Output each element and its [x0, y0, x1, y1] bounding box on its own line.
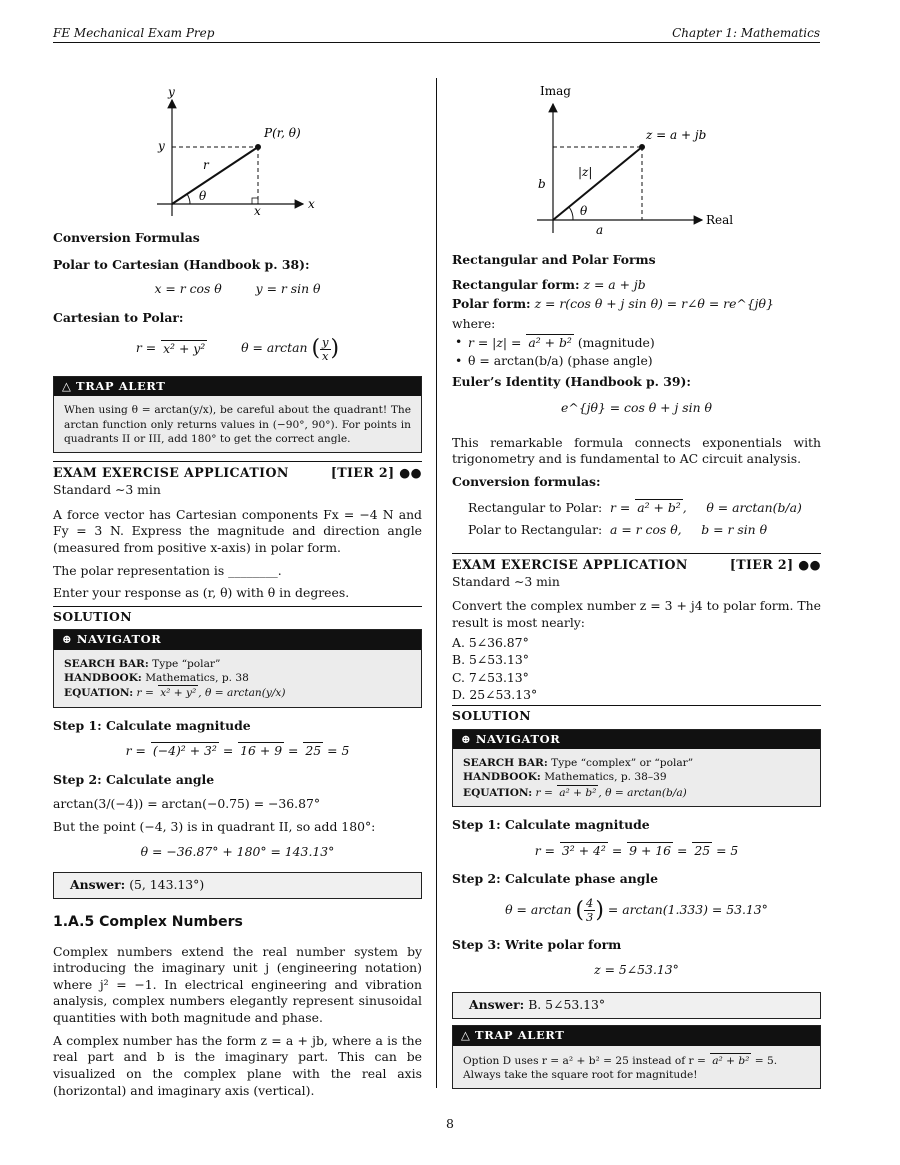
option-a: A. 5∠36.87° — [452, 634, 529, 650]
step3-equation: z = 5∠53.13° — [594, 961, 679, 977]
trap-alert-body: When using θ = arctan(y/x), be careful about the quadrant! The arctan function only returns values in (−90°, 90°). For points in quadrants II or III, add 180° to get the correct angle. — [64, 404, 411, 445]
solution-heading: SOLUTION — [53, 606, 422, 626]
step2-line1: arctan(3/(−4)) = arctan(−0.75) = −36.87° — [53, 796, 321, 812]
solution-heading: SOLUTION — [452, 705, 821, 725]
point-p-label: P(r, θ) — [264, 126, 301, 140]
complex-paragraph-2: A complex number has the form z = a + jb, where a is the real part and b is the imaginary part. This can be visualized on the complex plane with the real axis (horizontal) and imaginary axis (vertical). — [53, 1032, 422, 1098]
radius-line — [172, 147, 258, 204]
header-chapter-title: Chapter 1: Mathematics — [672, 26, 820, 40]
b-label: b — [538, 177, 546, 191]
step1-heading: Step 1: Calculate magnitude — [452, 816, 650, 832]
real-axis-label: Real — [706, 213, 734, 227]
answer-box — [452, 992, 821, 1019]
answer-value: B. 5∠53.13° — [528, 997, 606, 1013]
modulus-label: |z| — [578, 165, 593, 179]
rectangular-form: Rectangular form: z = a + jb — [452, 276, 646, 292]
answer-label: Answer: — [469, 997, 525, 1013]
list-item: • r = |z| = a² + b² (magnitude) — [452, 334, 821, 352]
complex-paragraph-1: Complex numbers extend the real number system by introducing the imaginary unit j (engineering notation) where j² = −1. In electrical engineering and vibration analysis, complex numbers elegantly represent sinusoidal quantities with both magnitude and phase. — [53, 943, 422, 1026]
y-axis-label: y — [168, 85, 175, 99]
r-equation-radical: x² + y² — [163, 340, 206, 356]
polar-to-rect-row: Polar to Rectangular: a = r cos θ, b = r sin θ — [468, 522, 768, 538]
step2-fraction: $\frac{4}{3}$ — [586, 896, 594, 925]
trap-alert-title: △ TRAP ALERT — [453, 1026, 820, 1045]
y-tick-label: y — [158, 139, 165, 153]
navigator-body: SEARCH BAR: Type “polar” HANDBOOK: Mathematics, p. 38 EQUATION: r = x² + y² , θ = arctan(y/x) — [64, 657, 286, 700]
option-c: C. 7∠53.13° — [452, 669, 529, 685]
conversion-formulas-heading: Conversion Formulas — [53, 230, 200, 245]
answer-label: Answer: — [70, 877, 126, 893]
euler-identity-heading: Euler’s Identity (Handbook p. 39): — [452, 373, 691, 389]
point-z-label: z = a + jb — [646, 128, 707, 142]
page-number: 8 — [446, 1116, 454, 1131]
exercise-blank: The polar representation is ________. — [53, 562, 282, 578]
point-z — [639, 144, 645, 150]
trap-alert-box — [53, 376, 422, 453]
where-label: where: — [452, 315, 496, 331]
step2-line2: But the point (−4, 3) is in quadrant II, so add 180°: — [53, 819, 376, 835]
phase-arc — [569, 207, 573, 220]
navigator-box — [452, 729, 821, 807]
tier-badge: [TIER 2] ●● — [330, 465, 422, 481]
navigator-title: ⊕ NAVIGATOR — [453, 730, 820, 749]
step1-heading: Step 1: Calculate magnitude — [53, 717, 251, 733]
x-axis-label: x — [308, 197, 315, 211]
complex-plane-figure — [530, 78, 830, 238]
exam-exercise-heading — [452, 553, 821, 574]
navigator-body: SEARCH BAR: Type “complex” or “polar” HANDBOOK: Mathematics, p. 38–39 EQUATION: r = a² + b² , θ = arctan(b/a) — [463, 757, 694, 799]
theta-label: θ — [199, 189, 207, 203]
polar-to-cartesian-heading: Polar to Cartesian (Handbook p. 38): — [53, 256, 310, 272]
exercise-instructions: Enter your response as (r, θ) with θ in degrees. — [53, 585, 350, 601]
step2-equation: θ = arctan ( $\frac{4}{3}$ ) = arctan(1.333) = 53.13° — [505, 896, 768, 925]
trap-alert-title: △ TRAP ALERT — [54, 377, 421, 396]
theta-equation-lhs: θ = arctan — [241, 340, 308, 356]
polar-form: Polar form: z = r(cos θ + j sin θ) = r∠θ = re^{jθ} — [452, 296, 774, 312]
point-p — [255, 144, 261, 150]
rect-to-polar-row: Rectangular to Polar: r = a² + b² , θ = arctan(b/a) — [468, 499, 802, 515]
imag-axis-label: Imag — [540, 84, 571, 98]
navigator-box — [53, 629, 422, 707]
tier-badge: [TIER 2] ●● — [729, 556, 821, 572]
answer-box — [53, 872, 422, 899]
right-column — [452, 75, 821, 1097]
step3-heading: Step 3: Write polar form — [452, 937, 622, 953]
exercise-time: Standard ∼3 min — [53, 482, 161, 498]
euler-equation: e^{jθ} = cos θ + j sin θ — [561, 400, 712, 416]
exam-exercise-heading — [53, 461, 422, 482]
x-tick-label: x — [254, 204, 261, 218]
step2-heading: Step 2: Calculate phase angle — [452, 871, 659, 887]
rect-polar-heading: Rectangular and Polar Forms — [452, 252, 656, 267]
cartesian-to-polar-equation: r = x² + y² θ = arctan ( $\frac{y}{x}$ ) — [135, 335, 340, 363]
euler-paragraph: This remarkable formula connects exponentials with trigonometry and is fundamental to AC circuit analysis. — [452, 434, 821, 467]
option-b: B. 5∠53.13° — [452, 652, 529, 668]
theta-arc — [187, 194, 190, 204]
trap-alert-box — [452, 1025, 821, 1089]
option-d: D. 25∠53.13° — [452, 687, 538, 703]
exercise-time: Standard ∼3 min — [452, 573, 560, 589]
r-label: r — [203, 158, 209, 172]
exercise-question: A force vector has Cartesian components Fx = −4 N and Fy = 3 N. Express the magnitude and direction angle (measured from positive x-axis) in polar form. — [53, 506, 422, 555]
exam-exercise-title: EXAM EXERCISE APPLICATION — [452, 556, 688, 572]
navigator-title: ⊕ NAVIGATOR — [54, 630, 421, 649]
trap-alert-body: Option D uses r = a² + b² = 25 instead of r = a² + b² = 5. Always take the square root for magnitude! — [463, 1054, 778, 1081]
exam-exercise-title: EXAM EXERCISE APPLICATION — [53, 465, 289, 481]
step2-equation: θ = −36.87° + 180° = 143.13° — [140, 843, 335, 859]
column-divider — [436, 78, 437, 1088]
answer-value: (5, 143.13°) — [129, 877, 205, 893]
conversion-formulas-table — [468, 499, 821, 539]
list-item: • θ = arctan(b/a) (phase angle) — [452, 353, 821, 370]
polar-coordinates-figure — [145, 80, 445, 226]
answer-options — [452, 635, 821, 704]
polar-to-cartesian-equation — [53, 281, 422, 298]
conversion-formulas-heading: Conversion formulas: — [452, 474, 601, 490]
complex-numbers-section-title: 1.A.5 Complex Numbers — [53, 913, 243, 930]
a-label: a — [596, 223, 604, 237]
theta-fraction: $\frac{y}{x}$ — [322, 335, 329, 363]
phase-label: θ — [580, 204, 588, 218]
header-book-title: FE Mechanical Exam Prep — [53, 26, 215, 40]
y-equation: y = r sin θ — [255, 281, 321, 297]
exercise-question: Convert the complex number z = 3 + j4 to polar form. The result is most nearly: — [452, 598, 821, 631]
step1-equation: r = 3² + 4² = 9 + 16 = 25 = 5 — [534, 842, 739, 858]
complex-vector — [553, 147, 642, 220]
left-column — [53, 75, 422, 1105]
running-header — [53, 25, 820, 43]
polar-definitions-list — [452, 334, 821, 369]
step2-heading: Step 2: Calculate angle — [53, 771, 215, 787]
step1-equation: r = (−4)² + 3² = 16 + 9 = 25 = 5 — [125, 743, 350, 759]
r-equation-lhs: r = — [135, 340, 157, 356]
cartesian-to-polar-heading: Cartesian to Polar: — [53, 309, 184, 325]
x-equation: x = r cos θ — [154, 281, 222, 297]
